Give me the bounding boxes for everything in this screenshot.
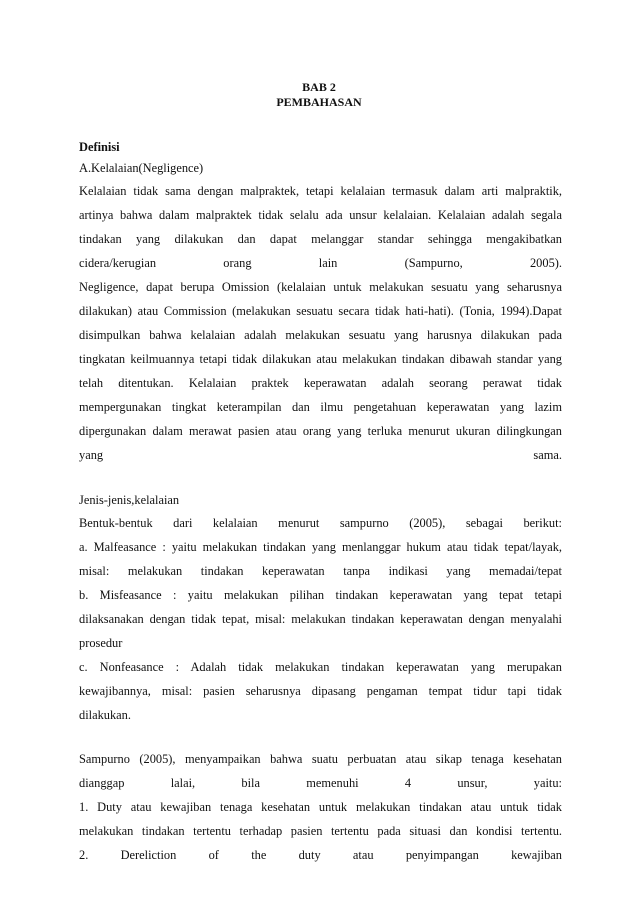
paragraph-line: tindakan yang dilakukan dan dapat melanggar standar sehingga mengakibatkan — [79, 232, 562, 246]
paragraph-line: dipergunakan dalam merawat pasien atau orang yang terluka menurut ukuran dilingkungan — [79, 424, 562, 438]
paragraph-line: prosedur — [79, 636, 123, 650]
chapter-number: BAB 2 — [302, 80, 336, 94]
list-item-b: b. Misfeasance : yaitu melakukan pilihan tindakan keperawatan yang tepat tetapi — [79, 588, 562, 602]
paragraph-line: Bentuk-bentuk dari kelalaian menurut sampurno (2005), sebagai berikut: — [79, 516, 562, 530]
paragraph-line: Kelalaian tidak sama dengan malpraktek, tetapi kelalaian termasuk dalam arti malpraktik, — [79, 184, 562, 198]
paragraph-line: misal: melakukan tindakan keperawatan tanpa indikasi yang memadai/tepat — [79, 564, 562, 578]
paragraph-line: Sampurno (2005), menyampaikan bahwa suatu perbuatan atau sikap tenaga kesehatan — [79, 752, 562, 766]
paragraph-line: dilakukan. — [79, 708, 131, 722]
jenis-heading: Jenis-jenis,kelalaian — [79, 493, 180, 507]
section-heading: Definisi — [79, 140, 120, 154]
subheading: A.Kelalaian(Negligence) — [79, 161, 204, 175]
paragraph-line: kewajibannya, misal: pasien seharusnya dipasang pengaman tempat tidur tapi tidak — [79, 684, 562, 698]
paragraph-line: melakukan tindakan tertentu terhadap pasien tertentu pada situasi dan kondisi tertentu. — [79, 824, 562, 838]
list-item-1: 1. Duty atau kewajiban tenaga kesehatan untuk melakukan tindakan atau untuk tidak — [79, 800, 562, 814]
paragraph-line: artinya bahwa dalam malpraktek tidak selalu ada unsur kelalaian. Kelalaian adalah segala — [79, 208, 562, 222]
paragraph-line: disimpulkan bahwa kelalaian adalah melakukan sesuatu yang harusnya dilakukan pada — [79, 328, 562, 342]
paragraph-line: telah ditentukan. Kelalaian praktek keperawatan adalah seorang perawat tidak — [79, 376, 562, 390]
paragraph-line: Negligence, dapat berupa Omission (kelalaian untuk melakukan sesuatu yang seharusnya — [79, 280, 562, 294]
paragraph-line: tingkatan keilmuannya tetapi tidak dilakukan atau melakukan tindakan dibawah standar yang — [79, 352, 562, 366]
paragraph-line: dilakukan) atau Commission (melakukan sesuatu secara tidak hati-hati). (Tonia, 1994).Dapat — [79, 304, 562, 318]
paragraph-line: cidera/kerugian orang lain (Sampurno, 2005). — [79, 256, 562, 270]
paragraph-line: yang sama. — [79, 448, 562, 462]
list-item-2: 2. Dereliction of the duty atau penyimpangan kewajiban — [79, 848, 562, 862]
paragraph-line: dianggap lalai, bila memenuhi 4 unsur, yaitu: — [79, 776, 562, 790]
chapter-title: PEMBAHASAN — [276, 95, 362, 109]
list-item-a: a. Malfeasance : yaitu melakukan tindakan yang menlanggar hukum atau tidak tepat/layak, — [79, 540, 562, 554]
paragraph-line: dilaksanakan dengan tidak tepat, misal: melakukan tindakan keperawatan dengan menyalahi — [79, 612, 562, 626]
paragraph-line: mempergunakan tingkat keterampilan dan ilmu pengetahuan keperawatan yang lazim — [79, 400, 562, 414]
list-item-c: c. Nonfeasance : Adalah tidak melakukan tindakan keperawatan yang merupakan — [79, 660, 562, 674]
